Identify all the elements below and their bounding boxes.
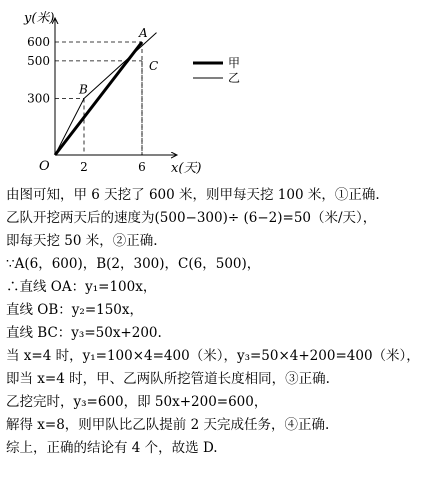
y-tick-label: 300 bbox=[27, 91, 50, 106]
solution-line: 解得 x=8，则甲队比乙队提前 2 天完成任务，④正确. bbox=[6, 417, 330, 433]
solution-line: ∵A(6，600)，B(2，300)，C(6，500)， bbox=[6, 256, 261, 272]
solution-line: 乙队开挖两天后的速度为(500−300)÷ (6−2)=50（米/天）， bbox=[6, 210, 377, 226]
solution-line: 当 x=4 时，y₁=100×4=400（米），y₃=50×4+200=400（米）， bbox=[6, 348, 420, 364]
chart-labels bbox=[23, 11, 201, 176]
solution-line: 直线 BC：y₃=50x+200. bbox=[6, 325, 162, 341]
solution-line: 乙挖完时，y₃=600，即 50x+200=600， bbox=[6, 394, 268, 410]
axes bbox=[55, 18, 177, 155]
origin-label: O bbox=[39, 159, 50, 174]
solution-text bbox=[6, 184, 446, 460]
y-tick-label: 600 bbox=[27, 35, 50, 50]
solution-line: 即每天挖 50 米，②正确. bbox=[6, 233, 158, 249]
solution-line: 综上，正确的结论有 4 个，故选 D. bbox=[6, 440, 218, 456]
y-tick-label: 500 bbox=[27, 53, 50, 68]
y-axis-label: y(米) bbox=[24, 11, 55, 26]
line-chart bbox=[0, 0, 448, 184]
point-label: B bbox=[79, 82, 88, 97]
solution-line: 即当 x=4 时，甲、乙两队所挖管道长度相同，③正确. bbox=[6, 371, 330, 387]
x-axis-label: x(天) bbox=[171, 161, 202, 176]
legend-label: 甲 bbox=[228, 56, 241, 70]
point-label: A bbox=[139, 26, 148, 41]
series-lines bbox=[55, 33, 157, 155]
legend-label: 乙 bbox=[228, 71, 241, 85]
legend bbox=[193, 56, 240, 85]
point-label: C bbox=[149, 58, 159, 73]
x-tick-label: 6 bbox=[138, 160, 146, 174]
series-line-jia bbox=[55, 42, 142, 155]
solution-line: 由图可知，甲 6 天挖了 600 米，则甲每天挖 100 米，①正确. bbox=[6, 187, 380, 203]
solution-line: 直线 OB：y₂=150x， bbox=[6, 302, 144, 318]
solution-line: ∴直线 OA：y₁=100x， bbox=[6, 279, 157, 295]
x-tick-label: 2 bbox=[80, 160, 88, 174]
